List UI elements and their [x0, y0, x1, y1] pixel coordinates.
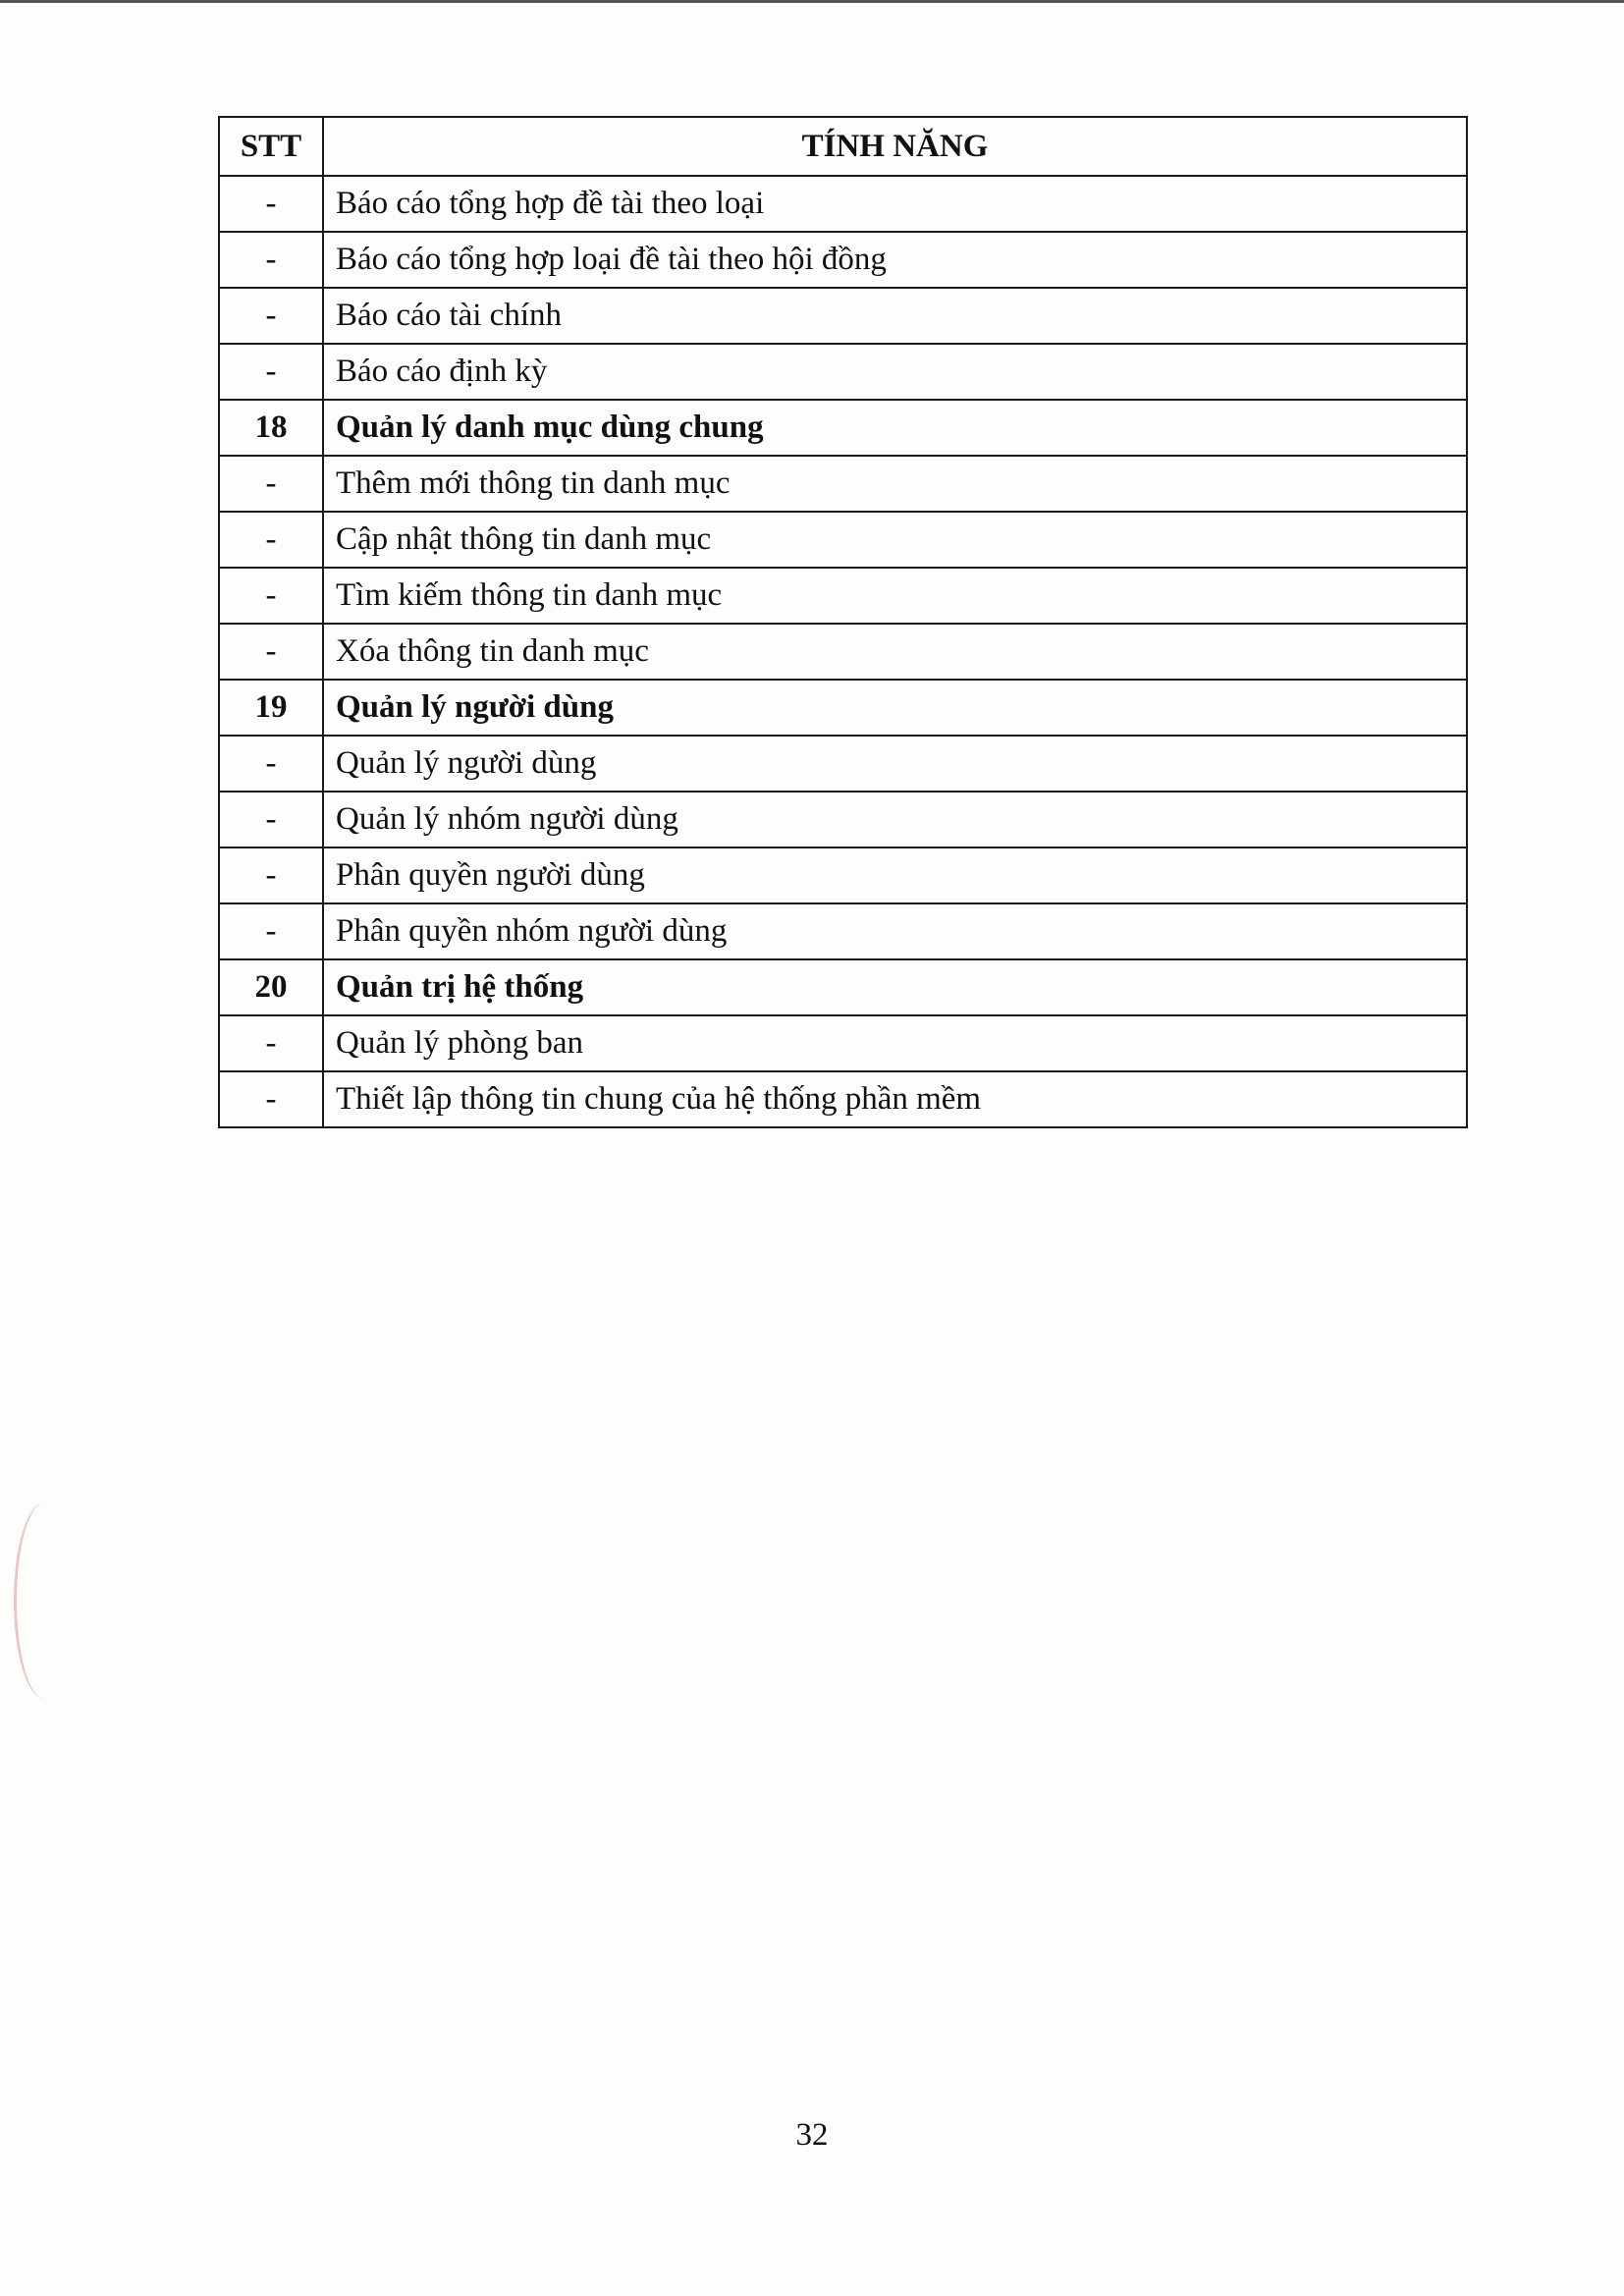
table-row	[219, 512, 1467, 568]
row-feature: Báo cáo tài chính	[323, 288, 1467, 344]
feature-table-container	[218, 116, 1468, 1128]
table-row	[219, 736, 1467, 792]
table-row	[219, 1071, 1467, 1127]
header-stt: STT	[219, 117, 323, 176]
row-stt: -	[219, 176, 323, 232]
table-row	[219, 288, 1467, 344]
table-row	[219, 176, 1467, 232]
table-row	[219, 568, 1467, 624]
table-group-row	[219, 680, 1467, 736]
row-stt: -	[219, 1015, 323, 1071]
table-row	[219, 792, 1467, 847]
table-group-row	[219, 959, 1467, 1015]
row-feature: Phân quyền người dùng	[323, 847, 1467, 903]
row-stt: -	[219, 568, 323, 624]
table-row	[219, 232, 1467, 288]
row-stt: -	[219, 847, 323, 903]
row-feature: Phân quyền nhóm người dùng	[323, 903, 1467, 959]
table-row	[219, 847, 1467, 903]
row-stt: -	[219, 456, 323, 512]
table-row	[219, 903, 1467, 959]
table-header-row	[219, 117, 1467, 176]
row-feature: Quản lý người dùng	[323, 736, 1467, 792]
row-feature: Tìm kiếm thông tin danh mục	[323, 568, 1467, 624]
row-stt: -	[219, 344, 323, 400]
row-feature: Quản lý nhóm người dùng	[323, 792, 1467, 847]
row-feature: Cập nhật thông tin danh mục	[323, 512, 1467, 568]
page-number: 32	[795, 2117, 829, 2153]
table-row	[219, 344, 1467, 400]
row-feature: Báo cáo định kỳ	[323, 344, 1467, 400]
row-feature: Báo cáo tổng hợp đề tài theo loại	[323, 176, 1467, 232]
table-row	[219, 624, 1467, 680]
row-stt: -	[219, 512, 323, 568]
row-stt: -	[219, 1071, 323, 1127]
row-feature: Thiết lập thông tin chung của hệ thống phần mềm	[323, 1071, 1467, 1127]
table-body	[219, 176, 1467, 1127]
stamp-fragment	[14, 1503, 76, 1699]
row-stt: 20	[219, 959, 323, 1015]
row-feature: Quản trị hệ thống	[323, 959, 1467, 1015]
row-stt: -	[219, 232, 323, 288]
row-feature: Báo cáo tổng hợp loại đề tài theo hội đồng	[323, 232, 1467, 288]
table-group-row	[219, 400, 1467, 456]
feature-table	[218, 116, 1468, 1128]
table-row	[219, 456, 1467, 512]
row-feature: Quản lý phòng ban	[323, 1015, 1467, 1071]
row-stt: -	[219, 903, 323, 959]
row-stt: -	[219, 792, 323, 847]
row-feature: Quản lý danh mục dùng chung	[323, 400, 1467, 456]
row-stt: 18	[219, 400, 323, 456]
row-stt: -	[219, 624, 323, 680]
row-stt: 19	[219, 680, 323, 736]
row-stt: -	[219, 736, 323, 792]
page-top-edge	[0, 0, 1624, 3]
header-feature: TÍNH NĂNG	[323, 117, 1467, 176]
row-feature: Thêm mới thông tin danh mục	[323, 456, 1467, 512]
row-stt: -	[219, 288, 323, 344]
row-feature: Quản lý người dùng	[323, 680, 1467, 736]
table-row	[219, 1015, 1467, 1071]
row-feature: Xóa thông tin danh mục	[323, 624, 1467, 680]
